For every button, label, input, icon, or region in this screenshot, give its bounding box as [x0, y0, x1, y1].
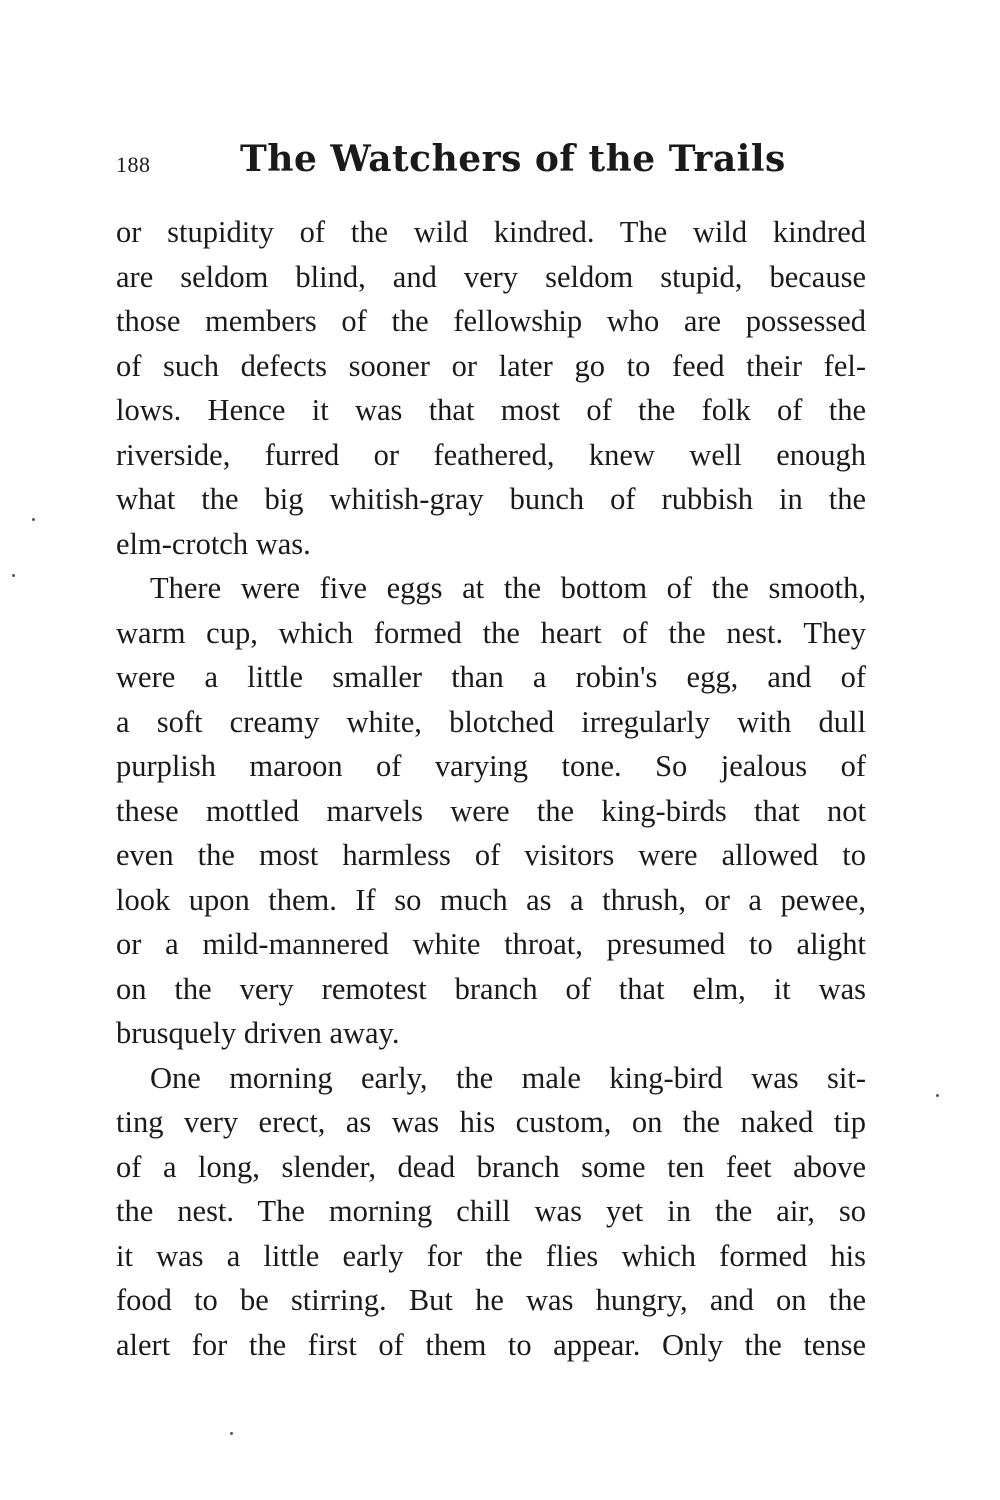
- text-line: even the most harmless of visitors were allowed to: [116, 838, 866, 872]
- text-line: it was a little early for the flies which formed his: [116, 1238, 866, 1273]
- scan-speck: [32, 518, 35, 521]
- text-line: food to be stirring. But he was hungry, and on the: [116, 1283, 866, 1317]
- body-text: [116, 210, 866, 1367]
- text-line: of a long, slender, dead branch some ten feet above: [116, 1149, 866, 1184]
- text-line: these mottled marvels were the king-birds that not: [116, 793, 866, 828]
- text-line: lows. Hence it was that most of the folk of the: [116, 393, 866, 427]
- scan-speck: [936, 1094, 939, 1097]
- page-header: [116, 138, 876, 198]
- text-line: of such defects sooner or later go to feed their fel-: [116, 348, 866, 383]
- paragraph-start-line: There were five eggs at the bottom of the smooth,: [150, 571, 866, 605]
- text-line: are seldom blind, and very seldom stupid, because: [116, 259, 866, 294]
- text-line: brusquely driven away.: [116, 1016, 400, 1050]
- text-line: riverside, furred or feathered, knew well enough: [116, 437, 866, 472]
- running-title: The Watchers of the Trails: [240, 138, 786, 180]
- text-line: on the very remotest branch of that elm, it was: [116, 971, 866, 1006]
- text-line: what the big whitish-gray bunch of rubbish in the: [116, 482, 866, 516]
- text-line: elm-crotch was.: [116, 526, 311, 561]
- text-line: alert for the first of them to appear. Only the tense: [116, 1327, 866, 1362]
- text-line: or stupidity of the wild kindred. The wild kindred: [116, 215, 866, 249]
- text-line: ting very erect, as was his custom, on the naked tip: [116, 1105, 866, 1139]
- text-line: the nest. The morning chill was yet in the air, so: [116, 1194, 866, 1228]
- text-line: or a mild-mannered white throat, presumed to alight: [116, 927, 866, 961]
- scan-speck: [230, 1432, 233, 1435]
- text-line: a soft creamy white, blotched irregularly with dull: [116, 704, 866, 739]
- text-line: those members of the fellowship who are possessed: [116, 304, 866, 338]
- page-number: 188: [116, 152, 151, 177]
- text-line: warm cup, which formed the heart of the nest. They: [116, 615, 866, 650]
- text-line: look upon them. If so much as a thrush, or a pewee,: [116, 882, 866, 917]
- text-line: purplish maroon of varying tone. So jealous of: [116, 749, 866, 783]
- scan-speck: [12, 574, 15, 577]
- paragraph-start-line: One morning early, the male king-bird was sit-: [150, 1060, 866, 1095]
- text-line: were a little smaller than a robin's egg, and of: [116, 660, 866, 694]
